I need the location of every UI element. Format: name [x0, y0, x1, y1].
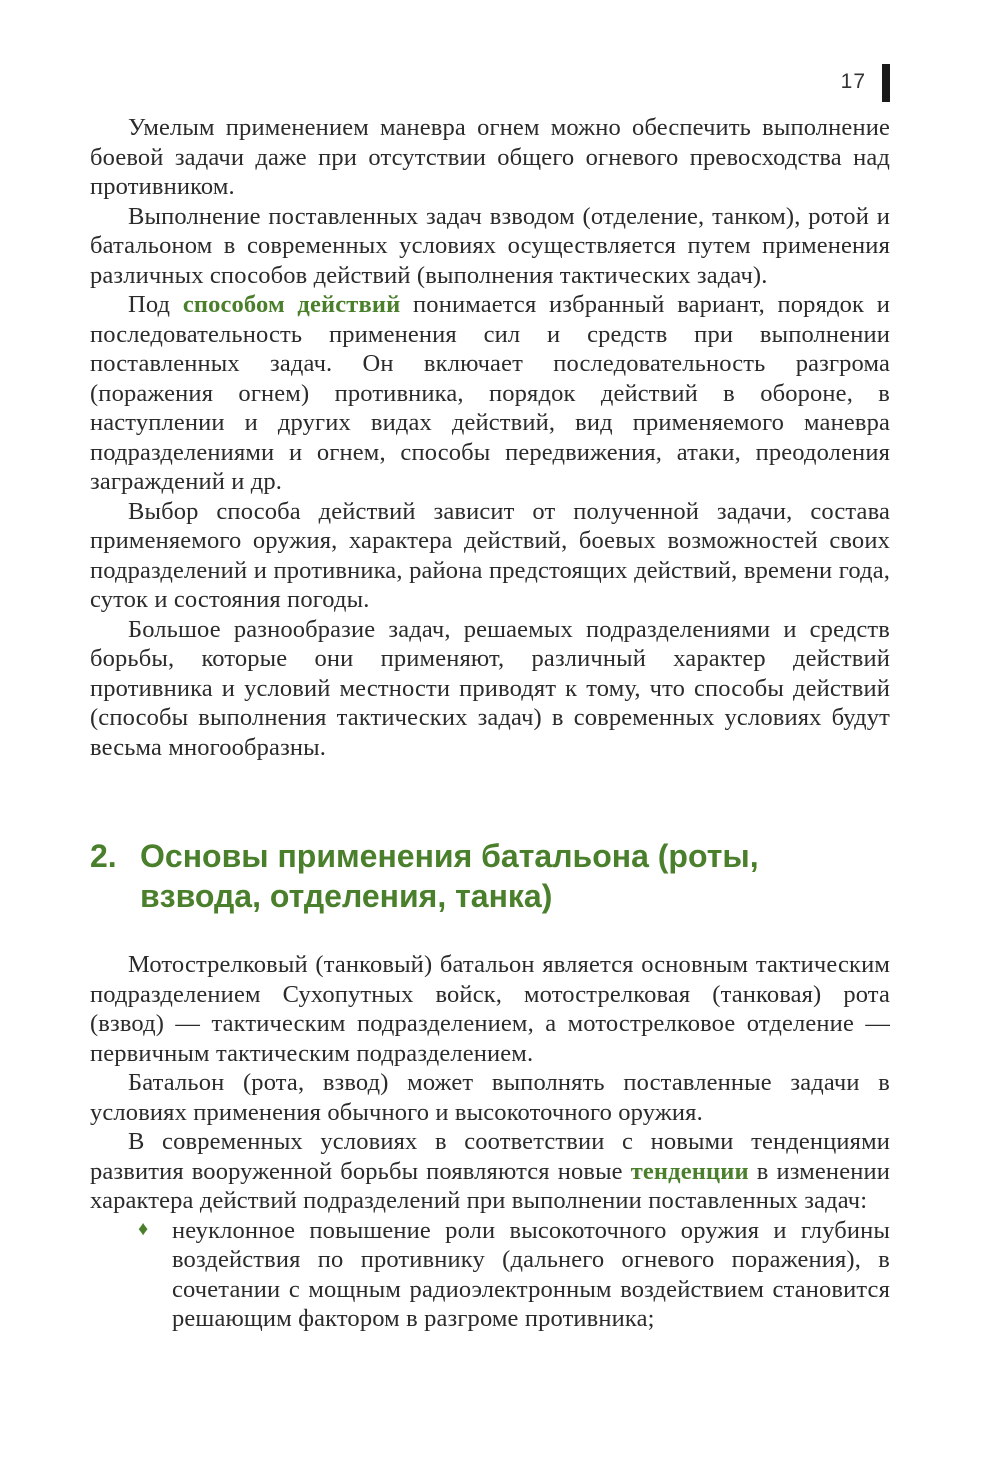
list-item [90, 1216, 890, 1334]
key-term: тенденции [630, 1157, 749, 1185]
diamond-bullet-icon: ♦ [138, 1217, 149, 1240]
paragraph-intro-1: Умелым применением маневра огнем можно обеспечить выполнение боевой задачи даже при отсутствии общего огневого превосходства над противником. [90, 114, 890, 200]
paragraph-text: Под [128, 291, 183, 318]
paragraph-text: понимается избранный вариант, порядок и последовательность применения сил и средств при выполнении поставленных задач. Он включает последовательность разгрома (поражения огнем) противника, порядок действий в обороне, в наступлении и других видах действий, вид применяемого маневра подразделениями и огнем, способы передвижения, атаки, преодоления заграждений и др. [90, 291, 890, 495]
section-heading [90, 836, 890, 916]
paragraph-text: в изменении характера действий подразделений при выполнении поставленных задач: [90, 1157, 890, 1214]
page-number: 17 [840, 70, 866, 93]
section-title-line-1: Основы применения батальона (роты, [140, 838, 759, 874]
section-number: 2. [90, 838, 117, 874]
key-term: способом действий [182, 291, 401, 318]
section-body [90, 950, 890, 1334]
section-title-line-2: взвода, отделения, танка) [140, 878, 553, 914]
paragraph-intro-4: Выбор способа действий зависит от полученной задачи, состава применяемого оружия, характера действий, боевых возможностей своих подразделений и противника, района предстоящих действий, времени года, суток и состояния погоды. [90, 497, 890, 613]
paragraph-section-3 [90, 1127, 890, 1216]
paragraph-intro-2: Выполнение поставленных задач взводом (отделение, танком), ротой и батальоном в современных условиях осуществляется путем применения различных способов действий (выполнения тактических задач). [90, 202, 890, 289]
paragraph-text: В современных условиях в соответствии с новыми тенденциями развития вооруженной борьбы появляются новые [90, 1128, 890, 1185]
paragraph-intro-3 [90, 290, 890, 497]
page-marker-bar [882, 64, 890, 102]
page-content [90, 113, 890, 1334]
paragraph-section-1: Мотострелковый (танковый) батальон является основным тактическим подразделением Сухопутных войск, мотострелковая (танковая) рота (взвод) — тактическим подразделением, а мотострелковое отделение — первичным тактическим подразделением. [90, 951, 890, 1067]
list-item-text: неуклонное повышение роли высокоточного оружия и глубины воздействия по противнику (дальнего огневого поражения), в сочетании с мощным радиоэлектронным воздействием становится решающим фактором в разгроме противника; [172, 1216, 890, 1332]
bullet-list [90, 1216, 890, 1334]
paragraph-section-2: Батальон (рота, взвод) может выполнять поставленные задачи в условиях применения обычного и высокоточного оружия. [90, 1069, 890, 1126]
paragraph-intro-5: Большое разнообразие задач, решаемых подразделениями и средств борьбы, которые они применяют, различный характер действий противника и условий местности приводят к тому, что способы действий (способы выполнения тактических задач) в современных условиях будут весьма многообразны. [90, 615, 890, 761]
